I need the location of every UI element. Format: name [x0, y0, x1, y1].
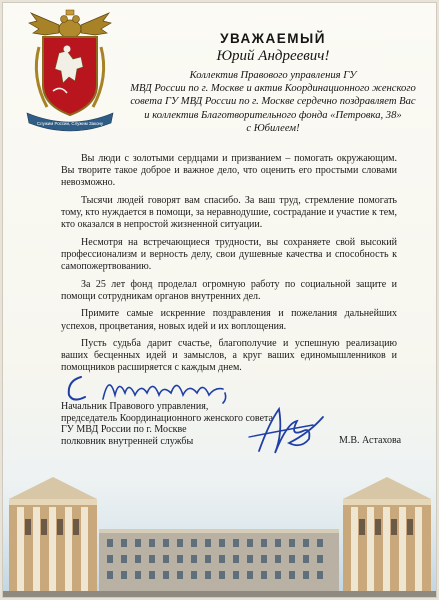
double-headed-eagle-icon — [29, 10, 111, 38]
body-paragraph: Несмотря на встречающиеся трудности, вы сохраняете свой высокий профессионализм и верность делу, свои душевные качества и способность к самопожертвованию. — [61, 236, 397, 272]
salutation-title: УВАЖАЕМЫЙ — [220, 31, 326, 46]
body-paragraph: Примите самые искренние поздравления и пожелания дальнейших успехов, процветания, новых идей и их воплощения. — [61, 308, 397, 332]
emblem-motto: Служим России, Служим Закону — [36, 121, 104, 126]
building-illustration — [3, 469, 436, 597]
letter-header — [123, 31, 423, 135]
letter-body — [61, 153, 397, 380]
body-paragraph: За 25 лет фонд проделал огромную работу по социальной защите и помощи сотрудникам органов внутренних дел. — [61, 278, 397, 302]
letter-sheet — [3, 3, 436, 597]
signer-name: М.В. Астахова — [339, 435, 402, 446]
moscow-shield-icon — [43, 37, 97, 115]
addressee-name: Юрий Андреевич! — [216, 48, 330, 64]
body-paragraph: Пусть судьба дарит счастье, благополучие и успешную реализацию ваших бесценных идей и замыслов, а круг ваших единомышленников и помощников расширяется с каждым днем. — [61, 338, 397, 374]
signer-position: полковник внутренней службы — [61, 435, 194, 447]
body-paragraph: Тысячи людей говорят вам спасибо. За ваш труд, стремление помогать тому, кто нуждается в помощи, за неравнодушие, сострадание и участие к тем, кто оказался в непростой жизненной ситуации. — [61, 194, 397, 231]
intro-text: Коллектив Правового управления ГУ МВД России по г. Москве и актив Координационного женского совета ГУ МВД России по г. Москве сердечно поздравляет Вас и коллектив Благотворительного фонда «Петровка, 38» с Юбилеем! — [130, 70, 416, 134]
handwritten-signature — [239, 403, 327, 459]
signer-position: ГУ МВД России по г. Москве — [61, 424, 187, 436]
police-emblem-icon — [23, 7, 117, 133]
signer-position: председатель Координационного женского совета — [61, 412, 273, 424]
body-paragraph: Вы люди с золотыми сердцами и призванием – помогать окружающим. Вы творите такое доброе и важное дело, что оценить его простыми словами невозможно. — [61, 153, 397, 189]
signer-position: Начальник Правового управления, — [61, 401, 209, 412]
